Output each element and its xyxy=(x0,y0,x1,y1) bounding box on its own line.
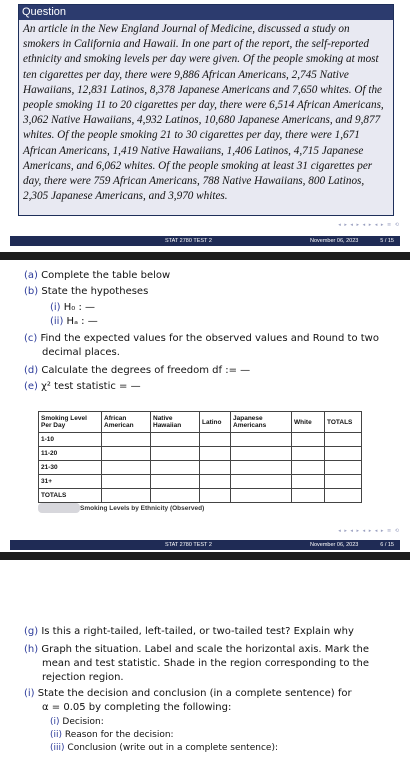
item-i-i-text: Decision: xyxy=(62,717,104,727)
row-label: TOTALS xyxy=(39,489,102,503)
beamer-nav-icons[interactable]: ◂ ▸ ◂ ▸ ◂ ▸ ◂ ▸ ≡ ⟲ xyxy=(338,528,400,534)
table-row xyxy=(39,489,362,503)
table-header-row xyxy=(39,412,362,433)
item-c-label: (c) xyxy=(24,333,38,344)
observed-table xyxy=(38,411,362,503)
item-c-text: Find the expected values for the observed values and Round to two xyxy=(40,333,379,344)
item-a xyxy=(24,270,170,281)
item-g-text: Is this a right-tailed, left-tailed, or two-tailed test? Explain why xyxy=(41,626,354,637)
item-i-ii-text: Reason for the decision: xyxy=(64,730,174,740)
table-header-cell: Latino xyxy=(200,412,231,433)
slide-question xyxy=(0,0,410,252)
slide-separator xyxy=(0,552,410,560)
table-header-cell: TOTALS xyxy=(325,412,362,433)
item-e-label: (e) xyxy=(24,381,38,392)
row-label: 31+ xyxy=(39,475,102,489)
item-i xyxy=(24,688,352,699)
item-d-text: Calculate the degrees of freedom df := — xyxy=(41,365,251,376)
footer-title: STAT 2780 TEST 2 xyxy=(165,542,212,548)
slide-test xyxy=(0,560,410,776)
row-label: 1-10 xyxy=(39,433,102,447)
item-b-label: (b) xyxy=(24,286,39,297)
question-title: Question xyxy=(19,5,393,20)
item-b-i-label: (i) xyxy=(50,302,61,313)
item-i-i-label: (i) xyxy=(50,717,60,727)
item-b-text: State the hypotheses xyxy=(41,286,149,297)
item-i-iii xyxy=(50,743,278,753)
footer-date: November 06, 2023 xyxy=(310,238,359,244)
item-i-ii-label: (ii) xyxy=(50,730,63,740)
table-caption: Smoking Levels by Ethnicity (Observed) xyxy=(80,505,205,512)
row-label: 21-30 xyxy=(39,461,102,475)
item-b-i xyxy=(50,302,95,313)
footer-date: November 06, 2023 xyxy=(310,542,359,548)
item-h-line2: mean and test statistic. Shade in the region corresponding to the xyxy=(42,658,370,669)
item-b-i-text: H₀ : — xyxy=(63,302,96,313)
table-header-cell: Smoking Level Per Day xyxy=(39,412,102,433)
item-b xyxy=(24,286,148,297)
item-d xyxy=(24,365,250,376)
item-h-label: (h) xyxy=(24,644,39,655)
item-i-ii xyxy=(50,730,174,740)
item-c xyxy=(24,333,379,344)
table-header-cell: Native Hawaiian xyxy=(151,412,200,433)
slide-footer xyxy=(10,540,400,550)
table-header-cell: White xyxy=(292,412,325,433)
item-b-ii xyxy=(50,316,98,327)
question-block xyxy=(18,4,394,216)
item-i-text: State the decision and conclusion (in a complete sentence) for xyxy=(37,688,352,699)
item-c-cont: decimal places. xyxy=(42,347,120,358)
table-header-cell: African American xyxy=(102,412,151,433)
item-i-i xyxy=(50,717,104,727)
item-d-label: (d) xyxy=(24,365,39,376)
slide-table xyxy=(0,260,410,552)
item-h-text: Graph the situation. Label and scale the horizontal axis. Mark the xyxy=(41,644,370,655)
item-e-text: χ² test statistic = — xyxy=(41,381,141,392)
question-text: An article in the New England Journal of Medicine, discussed a study on smokers in California and Hawaii. In one part of the report, the self-reported ethnicity and smoking levels per day were given. Of the people smoking at most ten cigarettes per day, there were 9,886 African Americans, 2,745 Native Hawaiians, 12,831 Latinos, 8,378 Japanese Americans and 7,650 whites. Of the people smoking 11 to 20 cigarettes per day, there were 6,514 African Americans, 3,062 Native Hawaiians, 4,932 Latinos, 10,680 Japanese Americans, and 9,877 whites. Of the people smoking 21 to 30 cigarettes per day, there were 1,671 African Americans, 1,419 Native Hawaiians, 1,406 Latinos, 4,715 Japanese Americans, and 6,062 whites. Of the people smoking at least 31 cigarettes per day, there were 759 African Americans, 788 Native Hawaiians, 800 Latinos, 2,305 Japanese Americans, and 3,970 whites. xyxy=(23,23,384,203)
item-i-label: (i) xyxy=(24,688,35,699)
footer-page: 5 / 15 xyxy=(380,238,394,244)
item-a-label: (a) xyxy=(24,270,38,281)
table-row xyxy=(39,433,362,447)
footer-page: 6 / 15 xyxy=(380,542,394,548)
redacted-caption-prefix xyxy=(38,503,80,513)
item-b-ii-text: Hₐ : — xyxy=(66,316,98,327)
slide-footer xyxy=(10,236,400,246)
item-e xyxy=(24,381,141,392)
item-b-ii-label: (ii) xyxy=(50,316,64,327)
item-i-iii-label: (iii) xyxy=(50,743,65,753)
item-h-line3: rejection region. xyxy=(42,672,124,683)
table-row xyxy=(39,475,362,489)
beamer-nav-icons[interactable]: ◂ ▸ ◂ ▸ ◂ ▸ ◂ ▸ ≡ ⟲ xyxy=(338,222,400,228)
item-i-line2: α = 0.05 by completing the following: xyxy=(42,702,232,713)
item-a-text: Complete the table below xyxy=(41,270,171,281)
slide-separator xyxy=(0,252,410,260)
table-row xyxy=(39,461,362,475)
table-header-cell: Japanese Americans xyxy=(231,412,292,433)
item-h xyxy=(24,644,369,655)
item-i-iii-text: Conclusion (write out in a complete sentence): xyxy=(67,743,278,753)
footer-title: STAT 2780 TEST 2 xyxy=(165,238,212,244)
item-g xyxy=(24,626,354,637)
row-label: 11-20 xyxy=(39,447,102,461)
table-row xyxy=(39,447,362,461)
item-g-label: (g) xyxy=(24,626,39,637)
